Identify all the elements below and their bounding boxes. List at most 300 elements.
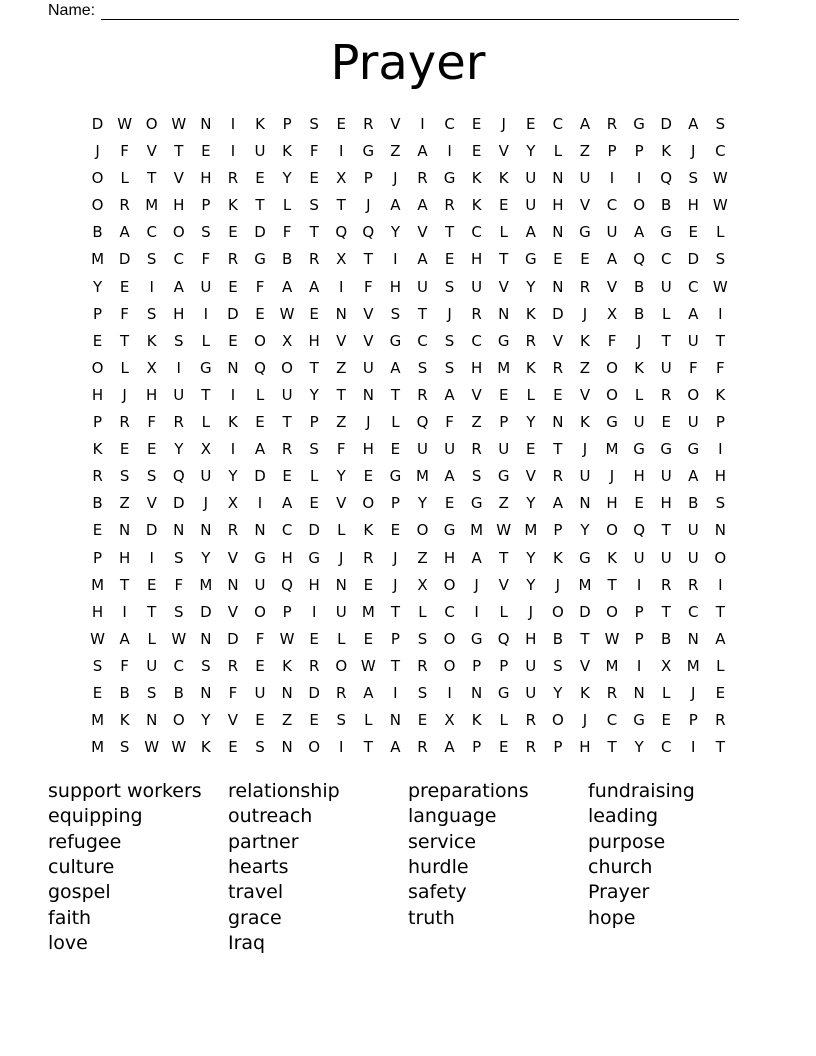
grid-letter[interactable]: G	[443, 521, 456, 540]
grid-letter[interactable]: P	[715, 413, 725, 432]
grid-letter[interactable]: X	[444, 711, 455, 730]
grid-letter[interactable]: V	[525, 467, 536, 486]
grid-letter[interactable]: M	[91, 575, 105, 594]
grid-letter[interactable]: O	[362, 494, 375, 513]
grid-letter[interactable]: O	[335, 656, 348, 675]
grid-letter[interactable]: R	[92, 467, 103, 486]
grid-letter[interactable]: U	[660, 358, 672, 377]
grid-letter[interactable]: V	[579, 656, 591, 675]
grid-letter[interactable]: R	[308, 656, 320, 675]
grid-letter[interactable]: L	[553, 142, 563, 161]
grid-letter[interactable]: R	[363, 115, 374, 133]
grid-letter[interactable]: L	[716, 656, 725, 675]
grid-letter[interactable]: L	[337, 629, 346, 648]
grid-letter[interactable]: L	[526, 385, 535, 404]
grid-letter[interactable]: U	[606, 223, 618, 242]
grid-letter[interactable]: K	[580, 413, 590, 432]
grid-letter[interactable]: A	[173, 277, 184, 296]
grid-letter[interactable]: J	[691, 683, 696, 702]
grid-letter[interactable]: S	[201, 656, 211, 675]
grid-letter[interactable]: F	[282, 223, 292, 242]
grid-letter[interactable]: J	[636, 331, 642, 350]
grid-letter[interactable]: A	[444, 738, 455, 757]
grid-letter[interactable]: W	[604, 629, 620, 648]
grid-letter[interactable]: X	[606, 304, 618, 323]
grid-letter[interactable]: A	[119, 629, 130, 648]
grid-letter[interactable]: O	[443, 656, 456, 675]
grid-letter[interactable]: U	[660, 548, 672, 567]
grid-letter[interactable]: Y	[228, 467, 238, 486]
grid-letter[interactable]: I	[230, 385, 236, 404]
grid-letter[interactable]: R	[715, 711, 726, 730]
grid-letter[interactable]: R	[173, 413, 184, 432]
grid-letter[interactable]: J	[582, 440, 588, 459]
grid-letter[interactable]: M	[605, 656, 619, 675]
grid-letter[interactable]: S	[119, 738, 130, 757]
grid-letter[interactable]: G	[606, 413, 618, 432]
grid-letter[interactable]: Z	[471, 413, 482, 432]
grid-letter[interactable]: U	[687, 521, 699, 540]
grid-letter[interactable]: N	[227, 575, 239, 594]
grid-letter[interactable]: V	[363, 304, 374, 323]
grid-letter[interactable]: F	[445, 413, 454, 432]
grid-letter[interactable]: M	[199, 575, 213, 594]
grid-letter[interactable]: M	[605, 440, 619, 459]
grid-letter[interactable]: E	[526, 440, 536, 459]
grid-letter[interactable]: D	[660, 115, 672, 133]
grid-letter[interactable]: N	[714, 521, 726, 540]
grid-letter[interactable]: P	[390, 629, 400, 648]
grid-letter[interactable]: S	[444, 277, 455, 296]
grid-letter[interactable]: Z	[579, 142, 591, 161]
grid-letter[interactable]: D	[687, 250, 700, 269]
grid-letter[interactable]: P	[499, 413, 509, 432]
grid-letter[interactable]: K	[471, 196, 482, 215]
grid-letter[interactable]: N	[579, 494, 591, 513]
grid-letter[interactable]: L	[499, 602, 508, 621]
grid-letter[interactable]: E	[715, 683, 726, 702]
grid-letter[interactable]: U	[471, 277, 483, 296]
grid-letter[interactable]: Q	[633, 250, 645, 269]
grid-letter[interactable]: I	[420, 115, 425, 133]
grid-letter[interactable]: Y	[92, 277, 103, 296]
grid-letter[interactable]: X	[146, 358, 157, 377]
grid-letter[interactable]: G	[362, 142, 375, 161]
grid-letter[interactable]: K	[92, 440, 103, 459]
grid-letter[interactable]: J	[528, 602, 533, 621]
grid-letter[interactable]: G	[497, 331, 510, 350]
grid-letter[interactable]: I	[636, 169, 642, 188]
grid-letter[interactable]: C	[552, 115, 564, 133]
grid-letter[interactable]: O	[714, 548, 727, 567]
grid-letter[interactable]: S	[255, 738, 265, 757]
grid-letter[interactable]: A	[309, 277, 320, 296]
grid-letter[interactable]: Q	[633, 521, 645, 540]
grid-letter[interactable]: L	[634, 385, 644, 404]
grid-letter[interactable]: H	[173, 304, 185, 323]
grid-letter[interactable]: V	[417, 223, 428, 242]
grid-letter[interactable]: O	[606, 521, 618, 540]
grid-letter[interactable]: P	[472, 656, 482, 675]
grid-letter[interactable]: N	[335, 304, 347, 323]
grid-letter[interactable]: R	[688, 575, 699, 594]
grid-letter[interactable]: D	[118, 250, 131, 269]
grid-letter[interactable]: E	[444, 250, 455, 269]
grid-letter[interactable]: Y	[526, 494, 536, 513]
grid-letter[interactable]: U	[254, 683, 266, 702]
grid-letter[interactable]: L	[120, 169, 129, 188]
grid-letter[interactable]: V	[227, 602, 239, 621]
grid-letter[interactable]: V	[498, 575, 509, 594]
grid-letter[interactable]: I	[149, 548, 154, 567]
grid-letter[interactable]: V	[471, 385, 482, 404]
grid-letter[interactable]: A	[579, 115, 591, 133]
grid-letter[interactable]: A	[254, 440, 266, 459]
grid-letter[interactable]: E	[498, 385, 509, 404]
grid-letter[interactable]: P	[390, 494, 400, 513]
grid-letter[interactable]: E	[363, 575, 374, 594]
grid-letter[interactable]: H	[362, 440, 374, 459]
grid-letter[interactable]: W	[712, 196, 728, 215]
grid-letter[interactable]: A	[444, 467, 455, 486]
grid-letter[interactable]: R	[525, 738, 536, 757]
grid-letter[interactable]: U	[687, 548, 699, 567]
grid-letter[interactable]: S	[336, 711, 346, 730]
grid-letter[interactable]: V	[363, 331, 374, 350]
grid-letter[interactable]: Y	[553, 683, 563, 702]
grid-letter[interactable]: I	[339, 277, 344, 296]
grid-letter[interactable]: T	[661, 521, 671, 540]
grid-letter[interactable]: E	[201, 142, 211, 161]
grid-letter[interactable]: P	[553, 738, 563, 757]
grid-letter[interactable]: I	[447, 142, 452, 161]
grid-letter[interactable]: F	[174, 575, 184, 594]
grid-letter[interactable]: O	[416, 521, 429, 540]
grid-letter[interactable]: C	[688, 277, 699, 296]
grid-letter[interactable]: N	[119, 521, 131, 540]
grid-letter[interactable]: Z	[417, 548, 428, 567]
grid-letter[interactable]: E	[92, 683, 103, 702]
grid-letter[interactable]: T	[417, 304, 428, 323]
grid-letter[interactable]: K	[525, 304, 536, 323]
grid-letter[interactable]: U	[687, 331, 699, 350]
grid-letter[interactable]: P	[282, 115, 292, 133]
grid-letter[interactable]: I	[230, 115, 236, 133]
grid-letter[interactable]: A	[688, 467, 699, 486]
grid-letter[interactable]: E	[553, 385, 563, 404]
grid-letter[interactable]: J	[582, 711, 588, 730]
grid-letter[interactable]: U	[579, 467, 591, 486]
grid-letter[interactable]: O	[443, 575, 456, 594]
grid-letter[interactable]: F	[120, 304, 129, 323]
grid-letter[interactable]: B	[661, 629, 672, 648]
grid-letter[interactable]: L	[499, 711, 508, 730]
grid-letter[interactable]: H	[660, 494, 672, 513]
grid-letter[interactable]: R	[417, 385, 428, 404]
grid-letter[interactable]: U	[660, 277, 672, 296]
grid-letter[interactable]: E	[526, 115, 536, 133]
grid-letter[interactable]: G	[633, 115, 645, 133]
grid-letter[interactable]: R	[119, 413, 130, 432]
grid-letter[interactable]: I	[718, 575, 723, 594]
grid-letter[interactable]: O	[687, 385, 700, 404]
grid-letter[interactable]: G	[389, 467, 402, 486]
grid-letter[interactable]: N	[173, 521, 185, 540]
grid-letter[interactable]: H	[173, 196, 185, 215]
grid-letter[interactable]: X	[227, 494, 239, 513]
grid-letter[interactable]: P	[553, 521, 563, 540]
grid-letter[interactable]: O	[172, 223, 185, 242]
grid-letter[interactable]: X	[661, 656, 672, 675]
grid-letter[interactable]: A	[281, 494, 293, 513]
grid-letter[interactable]: T	[363, 250, 373, 269]
grid-letter[interactable]: K	[200, 738, 211, 757]
grid-letter[interactable]: B	[688, 494, 699, 513]
grid-letter[interactable]: Z	[281, 711, 293, 730]
grid-letter[interactable]: G	[443, 169, 456, 188]
grid-letter[interactable]: G	[470, 494, 483, 513]
grid-letter[interactable]: H	[91, 385, 104, 404]
grid-letter[interactable]: T	[255, 196, 265, 215]
grid-letter[interactable]: D	[308, 683, 320, 702]
grid-letter[interactable]: F	[688, 358, 698, 377]
grid-letter[interactable]: B	[173, 683, 184, 702]
grid-letter[interactable]: U	[200, 467, 212, 486]
grid-letter[interactable]: I	[257, 494, 263, 513]
grid-letter[interactable]: H	[470, 250, 483, 269]
grid-letter[interactable]: V	[552, 331, 563, 350]
grid-letter[interactable]: Z	[336, 413, 347, 432]
grid-letter[interactable]: K	[228, 196, 238, 215]
grid-letter[interactable]: W	[712, 277, 728, 296]
grid-letter[interactable]: C	[606, 711, 618, 730]
grid-letter[interactable]: U	[254, 142, 266, 161]
grid-letter[interactable]: N	[200, 115, 212, 133]
grid-letter[interactable]: J	[474, 575, 479, 594]
grid-letter[interactable]: H	[552, 196, 564, 215]
grid-letter[interactable]: P	[363, 169, 373, 188]
grid-letter[interactable]: U	[416, 277, 428, 296]
grid-letter[interactable]: B	[92, 494, 103, 513]
grid-letter[interactable]: Y	[526, 548, 536, 567]
grid-letter[interactable]: Q	[335, 223, 348, 242]
grid-letter[interactable]: U	[660, 467, 672, 486]
grid-letter[interactable]: M	[145, 196, 159, 215]
grid-letter[interactable]: S	[146, 683, 157, 702]
grid-letter[interactable]: P	[93, 304, 103, 323]
grid-letter[interactable]: N	[254, 521, 266, 540]
grid-letter[interactable]: S	[174, 602, 184, 621]
grid-letter[interactable]: U	[362, 358, 374, 377]
grid-letter[interactable]: Q	[254, 358, 266, 377]
grid-letter[interactable]: C	[660, 250, 672, 269]
grid-letter[interactable]: T	[607, 738, 617, 757]
grid-letter[interactable]: U	[200, 277, 212, 296]
grid-letter[interactable]: F	[607, 331, 617, 350]
grid-letter[interactable]: I	[636, 656, 642, 675]
grid-letter[interactable]: N	[498, 304, 510, 323]
grid-letter[interactable]: P	[688, 711, 698, 730]
grid-letter[interactable]: I	[176, 358, 181, 377]
grid-letter[interactable]: U	[579, 169, 591, 188]
grid-letter[interactable]: K	[580, 331, 590, 350]
grid-letter[interactable]: G	[254, 250, 266, 269]
grid-letter[interactable]: R	[281, 440, 293, 459]
grid-letter[interactable]: U	[633, 548, 645, 567]
grid-letter[interactable]: T	[309, 358, 319, 377]
grid-letter[interactable]: Y	[634, 738, 644, 757]
grid-letter[interactable]: E	[282, 467, 292, 486]
grid-letter[interactable]: F	[228, 683, 238, 702]
grid-letter[interactable]: F	[336, 440, 346, 459]
grid-letter[interactable]: O	[551, 602, 564, 621]
grid-letter[interactable]: E	[255, 711, 265, 730]
grid-letter[interactable]: B	[552, 629, 564, 648]
grid-letter[interactable]: O	[91, 196, 104, 215]
grid-letter[interactable]: R	[552, 358, 564, 377]
grid-letter[interactable]: T	[499, 250, 509, 269]
grid-letter[interactable]: N	[200, 683, 212, 702]
grid-letter[interactable]: C	[606, 196, 618, 215]
grid-letter[interactable]: W	[171, 629, 187, 648]
grid-letter[interactable]: O	[91, 358, 104, 377]
grid-letter[interactable]: N	[633, 683, 645, 702]
grid-letter[interactable]: J	[582, 304, 588, 323]
grid-letter[interactable]: Y	[526, 413, 536, 432]
grid-letter[interactable]: P	[634, 629, 644, 648]
grid-letter[interactable]: D	[200, 602, 212, 621]
grid-letter[interactable]: V	[173, 169, 184, 188]
grid-letter[interactable]: C	[444, 602, 455, 621]
grid-letter[interactable]: T	[363, 738, 373, 757]
grid-letter[interactable]: V	[336, 331, 347, 350]
grid-letter[interactable]: P	[634, 142, 644, 161]
grid-letter[interactable]: A	[715, 629, 726, 648]
grid-letter[interactable]: Y	[526, 575, 536, 594]
grid-letter[interactable]: H	[118, 548, 131, 567]
grid-letter[interactable]: A	[606, 250, 618, 269]
grid-letter[interactable]: N	[552, 277, 564, 296]
grid-letter[interactable]: A	[390, 358, 401, 377]
grid-letter[interactable]: H	[714, 467, 726, 486]
grid-letter[interactable]: S	[715, 250, 726, 269]
grid-letter[interactable]: Z	[390, 142, 401, 161]
grid-letter[interactable]: Z	[498, 494, 509, 513]
grid-letter[interactable]: K	[282, 656, 292, 675]
grid-letter[interactable]: Y	[526, 142, 536, 161]
grid-letter[interactable]: M	[524, 521, 538, 540]
grid-letter[interactable]: R	[308, 250, 320, 269]
grid-letter[interactable]: G	[579, 223, 591, 242]
grid-letter[interactable]: S	[201, 223, 211, 242]
grid-letter[interactable]: R	[552, 467, 564, 486]
grid-letter[interactable]: I	[393, 250, 398, 269]
grid-letter[interactable]: N	[281, 738, 293, 757]
grid-letter[interactable]: P	[499, 656, 509, 675]
grid-letter[interactable]: E	[255, 413, 265, 432]
grid-letter[interactable]: R	[417, 169, 428, 188]
grid-letter[interactable]: M	[416, 467, 429, 486]
grid-letter[interactable]: E	[363, 467, 374, 486]
grid-letter[interactable]: A	[281, 277, 293, 296]
grid-letter[interactable]: E	[119, 440, 130, 459]
grid-letter[interactable]: U	[146, 656, 158, 675]
grid-letter[interactable]: T	[444, 223, 455, 242]
grid-letter[interactable]: S	[471, 467, 482, 486]
grid-letter[interactable]: B	[661, 196, 672, 215]
grid-letter[interactable]: F	[120, 142, 129, 161]
grid-letter[interactable]: U	[335, 602, 347, 621]
grid-letter[interactable]: T	[120, 331, 130, 350]
grid-letter[interactable]: L	[255, 385, 265, 404]
grid-letter[interactable]: G	[200, 358, 212, 377]
grid-letter[interactable]: R	[606, 683, 618, 702]
grid-letter[interactable]: L	[364, 711, 373, 730]
grid-letter[interactable]: U	[173, 385, 185, 404]
grid-letter[interactable]: O	[308, 738, 321, 757]
grid-letter[interactable]: U	[687, 413, 699, 432]
grid-letter[interactable]: L	[201, 331, 211, 350]
grid-letter[interactable]: Y	[309, 385, 319, 404]
grid-letter[interactable]: E	[553, 250, 563, 269]
grid-letter[interactable]: T	[336, 196, 346, 215]
grid-letter[interactable]: E	[471, 115, 482, 133]
grid-letter[interactable]: G	[579, 548, 591, 567]
grid-letter[interactable]: E	[417, 711, 428, 730]
grid-letter[interactable]: C	[444, 115, 455, 133]
grid-letter[interactable]: P	[607, 142, 617, 161]
grid-letter[interactable]: U	[525, 656, 537, 675]
grid-letter[interactable]: R	[444, 196, 455, 215]
grid-letter[interactable]: S	[417, 629, 428, 648]
grid-letter[interactable]: G	[389, 331, 402, 350]
grid-letter[interactable]: D	[552, 304, 564, 323]
grid-letter[interactable]: S	[174, 331, 184, 350]
grid-letter[interactable]: E	[498, 196, 509, 215]
grid-letter[interactable]: E	[228, 331, 238, 350]
grid-letter[interactable]: C	[417, 331, 428, 350]
grid-letter[interactable]: K	[471, 169, 482, 188]
grid-letter[interactable]: K	[552, 548, 563, 567]
grid-letter[interactable]: Q	[497, 629, 510, 648]
grid-letter[interactable]: T	[390, 602, 400, 621]
grid-letter[interactable]: D	[254, 223, 266, 242]
grid-letter[interactable]: S	[146, 304, 157, 323]
grid-letter[interactable]: W	[712, 169, 728, 188]
grid-letter[interactable]: R	[471, 440, 482, 459]
grid-letter[interactable]: J	[555, 575, 561, 594]
grid-letter[interactable]: O	[606, 602, 618, 621]
grid-letter[interactable]: N	[227, 358, 239, 377]
grid-letter[interactable]: V	[146, 142, 157, 161]
grid-letter[interactable]: Y	[336, 467, 346, 486]
grid-letter[interactable]: R	[119, 196, 130, 215]
grid-letter[interactable]: S	[444, 331, 455, 350]
grid-letter[interactable]: T	[661, 331, 671, 350]
grid-letter[interactable]: W	[90, 629, 105, 648]
grid-letter[interactable]: S	[309, 115, 319, 133]
grid-letter[interactable]: P	[93, 413, 103, 432]
grid-letter[interactable]: E	[580, 250, 590, 269]
grid-letter[interactable]: S	[417, 683, 428, 702]
grid-letter[interactable]: H	[633, 467, 645, 486]
grid-letter[interactable]: X	[336, 250, 347, 269]
grid-letter[interactable]: R	[227, 169, 239, 188]
grid-letter[interactable]: D	[227, 629, 239, 648]
grid-letter[interactable]: E	[661, 711, 671, 730]
grid-letter[interactable]: K	[363, 521, 374, 540]
grid-letter[interactable]: A	[417, 250, 428, 269]
